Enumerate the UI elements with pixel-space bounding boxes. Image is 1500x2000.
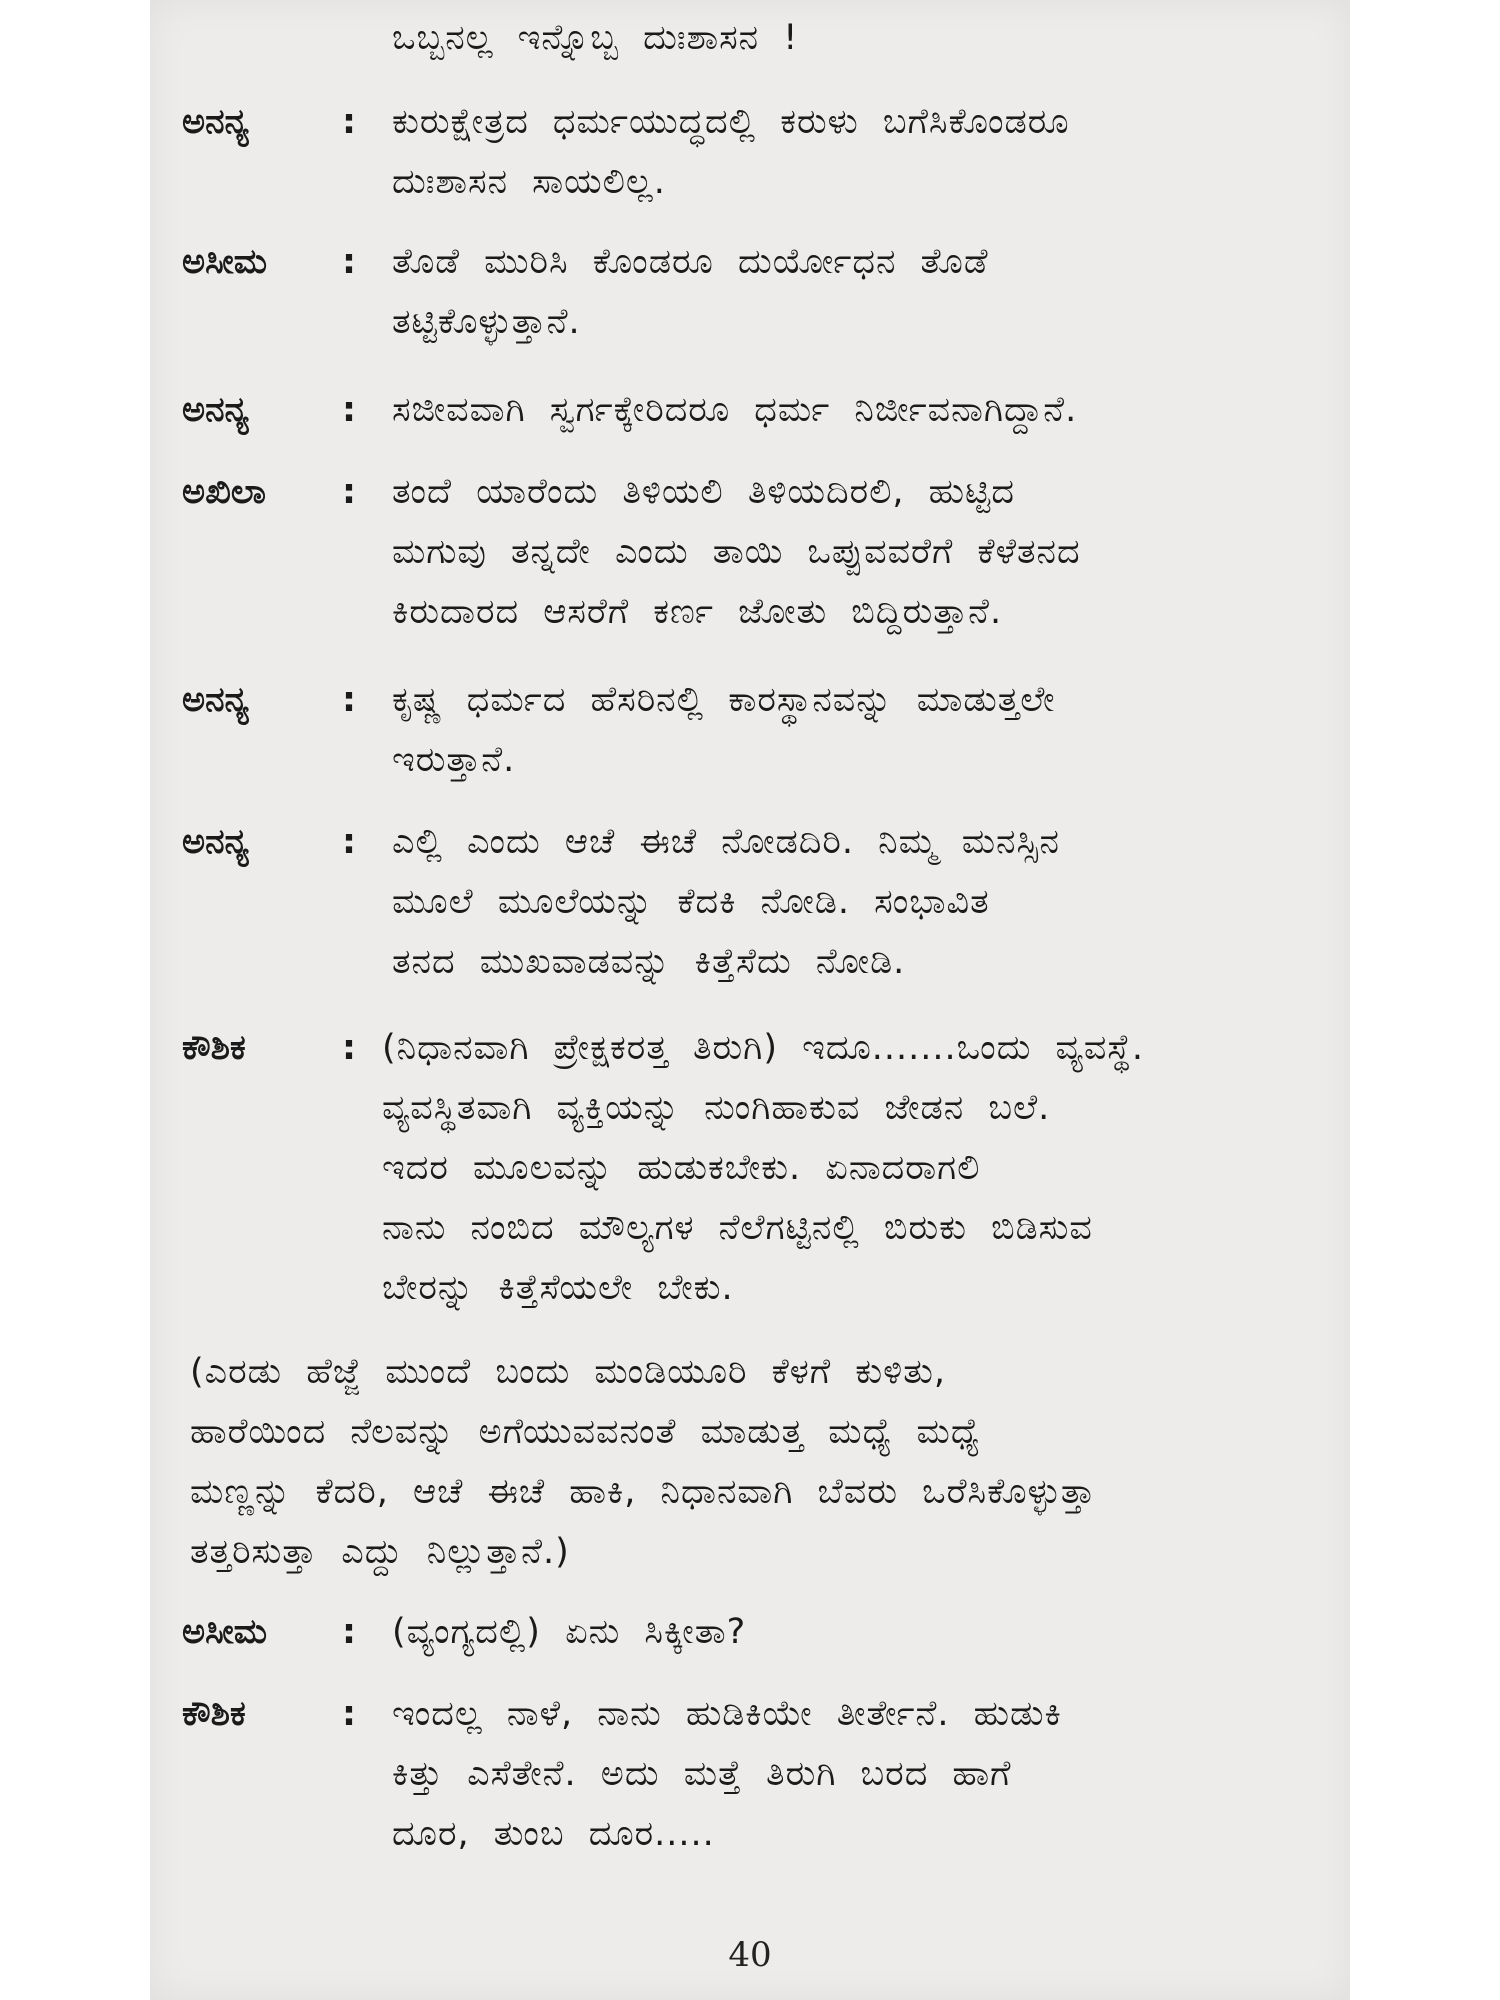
colon: :: [342, 472, 356, 512]
text-line: ಇದರ ಮೂಲವನ್ನು ಹುಡುಕಬೇಕು. ಏನಾದರಾಗಲಿ: [382, 1148, 981, 1188]
text-line: ದೂರ, ತುಂಬ ದೂರ.....: [392, 1814, 715, 1854]
text-line: ತತ್ತರಿಸುತ್ತಾ ಎದ್ದು ನಿಲ್ಲುತ್ತಾನೆ.): [190, 1532, 570, 1572]
text-line: ಮೂಲೆ ಮೂಲೆಯನ್ನು ಕೆದಕಿ ನೋಡಿ. ಸಂಭಾವಿತ: [392, 882, 990, 922]
text-line: ಹಾರೆಯಿಂದ ನೆಲವನ್ನು ಅಗೆಯುವವನಂತೆ ಮಾಡುತ್ತ ಮಧ್ಯೆ ಮಧ್ಯೆ: [190, 1412, 981, 1452]
speaker-name: ಅಸೀಮ: [182, 242, 268, 282]
colon: :: [342, 1694, 356, 1734]
book-page: [150, 0, 1350, 2000]
text-line: ಬೇರನ್ನು ಕಿತ್ತೆಸೆಯಲೇ ಬೇಕು.: [382, 1268, 734, 1308]
text-line: ತನದ ಮುಖವಾಡವನ್ನು ಕಿತ್ತೆಸೆದು ನೋಡಿ.: [392, 942, 906, 982]
colon: :: [342, 390, 356, 430]
speech-text: [392, 1684, 1312, 1864]
text-line: (ನಿಧಾನವಾಗಿ ಪ್ರೇಕ್ಷಕರತ್ತ ತಿರುಗಿ) ಇದೂ.......ಒಂದು ವ್ಯವಸ್ಥೆ.: [382, 1028, 1144, 1068]
colon: :: [342, 1028, 356, 1068]
speaker-name: ಅನನ್ಯ: [182, 822, 249, 862]
speech-text: [392, 670, 1312, 790]
colon: :: [342, 102, 356, 142]
colon: :: [342, 1612, 356, 1652]
speaker-name: ಅನನ್ಯ: [182, 390, 249, 430]
speaker-name: ಅನನ್ಯ: [182, 680, 249, 720]
speech-text: [392, 1602, 1312, 1662]
continuation-text: [392, 8, 1312, 68]
text-line: ನಾನು ನಂಬಿದ ಮೌಲ್ಯಗಳ ನೆಲೆಗಟ್ಟಿನಲ್ಲಿ ಬಿರುಕು ಬಿಡಿಸುವ: [382, 1208, 1093, 1248]
text-line: ತೊಡೆ ಮುರಿಸಿ ಕೊಂಡರೂ ದುರ್ಯೋಧನ ತೊಡೆ: [392, 242, 989, 282]
colon: :: [342, 242, 356, 282]
text-line: ಕಿತ್ತು ಎಸೆತೇನೆ. ಅದು ಮತ್ತೆ ತಿರುಗಿ ಬರದ ಹಾಗೆ: [392, 1754, 1012, 1794]
speech-text: [392, 462, 1312, 642]
speech-text: [392, 232, 1312, 352]
text-line: ಕುರುಕ್ಷೇತ್ರದ ಧರ್ಮಯುದ್ಧದಲ್ಲಿ ಕರುಳು ಬಗೆಸಿಕೊಂಡರೂ: [392, 102, 1070, 142]
speaker-name: ಅಖಿಲಾ: [182, 472, 266, 512]
page-number: 40: [728, 1935, 772, 1975]
speaker-name: ಅಸೀಮ: [182, 1612, 268, 1652]
speaker-name: ಕೌಶಿಕ: [182, 1028, 246, 1068]
colon: :: [342, 822, 356, 862]
text-line: ಎಲ್ಲಿ ಎಂದು ಆಚೆ ಈಚೆ ನೋಡದಿರಿ. ನಿಮ್ಮ ಮನಸ್ಸಿನ: [392, 822, 1060, 862]
text-line: ಒಬ್ಬನಲ್ಲ ಇನ್ನೊಬ್ಬ ದುಃಶಾಸನ !: [392, 18, 799, 58]
speech-text: [392, 380, 1312, 440]
text-line: ತಂದೆ ಯಾರೆಂದು ತಿಳಿಯಲಿ ತಿಳಿಯದಿರಲಿ, ಹುಟ್ಟಿದ: [392, 472, 1015, 512]
speech-text: [392, 812, 1312, 992]
text-line: ತಟ್ಟಿಕೊಳ್ಳುತ್ತಾನೆ.: [392, 302, 581, 342]
text-line: ವ್ಯವಸ್ಥಿತವಾಗಿ ವ್ಯಕ್ತಿಯನ್ನು ನುಂಗಿಹಾಕುವ ಜೇಡನ ಬಲೆ.: [382, 1088, 1051, 1128]
colon: :: [342, 680, 356, 720]
text-line: ಸಜೀವವಾಗಿ ಸ್ವರ್ಗಕ್ಕೇರಿದರೂ ಧರ್ಮ ನಿರ್ಜೀವನಾಗಿದ್ದಾನೆ.: [392, 390, 1078, 430]
text-line: ಮಣ್ಣನ್ನು ಕೆದರಿ, ಆಚೆ ಈಚೆ ಹಾಕಿ, ನಿಧಾನವಾಗಿ ಬೆವರು ಒರೆಸಿಕೊಳ್ಳುತ್ತಾ: [190, 1472, 1096, 1512]
speaker-name: ಕೌಶಿಕ: [182, 1694, 246, 1734]
text-line: ಮಗುವು ತನ್ನದೇ ಎಂದು ತಾಯಿ ಒಪ್ಪುವವರೆಗೆ ಕೆಳೆತನದ: [392, 532, 1081, 572]
text-line: ಕೃಷ್ಣ ಧರ್ಮದ ಹೆಸರಿನಲ್ಲಿ ಕಾರಸ್ಥಾನವನ್ನು ಮಾಡುತ್ತಲೇ: [392, 680, 1056, 720]
text-line: ಇಂದಲ್ಲ ನಾಳೆ, ನಾನು ಹುಡಿಕಿಯೇ ತೀರ್ತೇನೆ. ಹುಡುಕಿ: [392, 1694, 1062, 1734]
speech-text: [382, 1018, 1302, 1318]
text-line: ಕಿರುದಾರದ ಆಸರೆಗೆ ಕರ್ಣ ಜೋತು ಬಿದ್ದಿರುತ್ತಾನೆ.: [392, 592, 1003, 632]
speaker-name: ಅನನ್ಯ: [182, 102, 249, 142]
stage-direction: [190, 1342, 1320, 1582]
text-line: ದುಃಶಾಸನ ಸಾಯಲಿಲ್ಲ.: [392, 162, 666, 202]
text-line: (ಎರಡು ಹೆಜ್ಜೆ ಮುಂದೆ ಬಂದು ಮಂಡಿಯೂರಿ ಕೆಳಗೆ ಕುಳಿತು,: [190, 1352, 947, 1392]
text-line: ಇರುತ್ತಾನೆ.: [392, 740, 516, 780]
speech-text: [392, 92, 1312, 212]
text-line: (ವ್ಯಂಗ್ಯದಲ್ಲಿ) ಏನು ಸಿಕ್ಕೀತಾ?: [392, 1612, 747, 1652]
